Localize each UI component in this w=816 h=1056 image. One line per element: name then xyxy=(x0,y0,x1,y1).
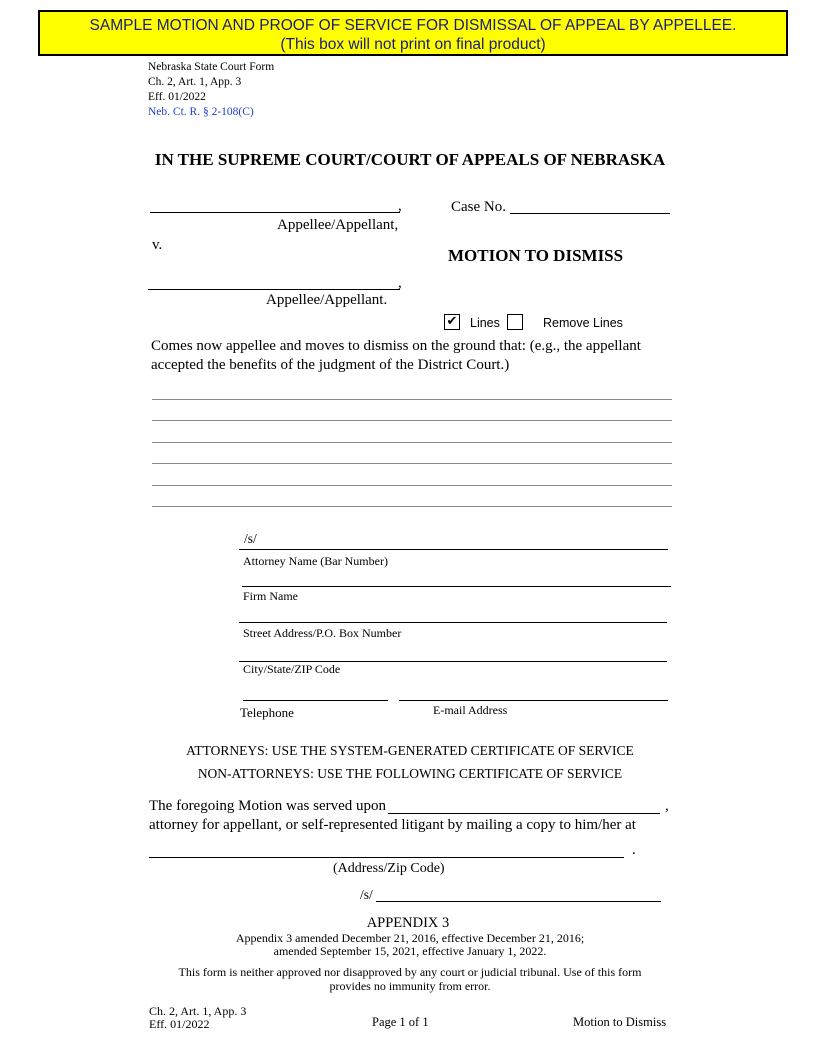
appendix-title: APPENDIX 3 xyxy=(366,915,450,931)
case-no-field[interactable] xyxy=(510,213,670,214)
remove-lines-checkbox-label: Remove Lines xyxy=(543,316,623,330)
attorney-name-label: Attorney Name (Bar Number) xyxy=(243,554,388,568)
party2-comma: , xyxy=(398,275,402,291)
street-address-field[interactable] xyxy=(239,622,667,623)
disclaimer xyxy=(0,965,816,993)
form-header-line-1: Nebraska State Court Form xyxy=(148,61,275,73)
service-address-period: . xyxy=(632,842,636,858)
motion-body-line-2: accepted the benefits of the judgment of the District Court.) xyxy=(151,357,510,373)
street-address-label: Street Address/P.O. Box Number xyxy=(243,626,402,640)
page-number: Page 1 of 1 xyxy=(372,1015,429,1029)
lines-checkbox[interactable]: ✔ xyxy=(444,314,460,330)
address-zip-label: (Address/Zip Code) xyxy=(333,861,445,876)
city-state-zip-label: City/State/ZIP Code xyxy=(243,662,341,676)
footer-form-name: Motion to Dismiss xyxy=(573,1015,667,1029)
served-comma: , xyxy=(665,798,669,814)
party1-role-label: Appellee/Appellant, xyxy=(277,217,399,233)
motion-body-text xyxy=(151,337,641,375)
served-upon-field[interactable] xyxy=(388,813,660,814)
telephone-field[interactable] xyxy=(243,700,388,701)
party1-name-field[interactable] xyxy=(150,212,400,213)
signature-s-mark: /s/ xyxy=(244,531,257,546)
court-rule-link[interactable]: Neb. Ct. R. § 2-108(C) xyxy=(148,106,254,118)
appendix-amendment-2: amended September 15, 2021, effective January 1, 2022. xyxy=(273,944,547,958)
telephone-label: Telephone xyxy=(240,705,294,720)
served-line-2: attorney for appellant, or self-represented litigant by mailing a copy to him/her at xyxy=(149,817,636,833)
form-header-line-3: Eff. 01/2022 xyxy=(148,91,206,103)
appendix-amendments xyxy=(0,932,816,958)
court-title: IN THE SUPREME COURT/COURT OF APPEALS OF NEBRASKA xyxy=(154,150,666,169)
writing-line[interactable] xyxy=(152,485,672,486)
disclaimer-line-2: provides no immunity from error. xyxy=(329,979,491,993)
firm-name-field[interactable] xyxy=(242,586,671,587)
firm-name-label: Firm Name xyxy=(243,589,298,603)
writing-line[interactable] xyxy=(152,506,672,507)
attorney-name-field[interactable] xyxy=(239,549,668,550)
versus-label: v. xyxy=(152,237,163,253)
served-upon-text: The foregoing Motion was served upon xyxy=(149,798,387,814)
banner-line-1: SAMPLE MOTION AND PROOF OF SERVICE FOR DISMISSAL OF APPEAL BY APPELLEE. xyxy=(89,17,737,34)
email-label: E-mail Address xyxy=(433,703,508,717)
email-field[interactable] xyxy=(399,700,668,701)
sample-banner xyxy=(38,10,788,56)
party2-role-label: Appellee/Appellant. xyxy=(266,292,388,308)
motion-title: MOTION TO DISMISS xyxy=(448,246,624,265)
writing-line[interactable] xyxy=(152,442,672,443)
writing-line[interactable] xyxy=(152,463,672,464)
certificate-signature-field[interactable] xyxy=(376,901,661,902)
writing-line[interactable] xyxy=(152,399,672,400)
form-header xyxy=(148,60,274,120)
footer-line-2: Eff. 01/2022 xyxy=(149,1017,210,1031)
motion-body-line-1: Comes now appellee and moves to dismiss on the ground that: (e.g., the appellant xyxy=(151,338,641,354)
disclaimer-line-1: This form is neither approved nor disapproved by any court or judicial tribunal. Use of this form xyxy=(178,965,642,979)
banner-line-2: (This box will not print on final product) xyxy=(280,36,546,53)
certificate-s-mark: /s/ xyxy=(360,887,373,902)
party1-comma: , xyxy=(398,198,402,214)
lines-checkbox-label: Lines xyxy=(470,316,500,330)
footer-line-1: Ch. 2, Art. 1, App. 3 xyxy=(149,1004,247,1018)
service-address-field[interactable] xyxy=(149,857,624,858)
writing-line[interactable] xyxy=(152,420,672,421)
case-no-label: Case No. xyxy=(451,199,506,215)
appendix-amendment-1: Appendix 3 amended December 21, 2016, effective December 21, 2016; xyxy=(235,931,585,945)
non-attorneys-certificate-note: NON-ATTORNEYS: USE THE FOLLOWING CERTIFICATE OF SERVICE xyxy=(197,766,623,781)
footer-form-id xyxy=(149,1005,246,1031)
remove-lines-checkbox[interactable] xyxy=(507,314,523,330)
party2-name-field[interactable] xyxy=(148,289,400,290)
attorneys-certificate-note: ATTORNEYS: USE THE SYSTEM-GENERATED CERTIFICATE OF SERVICE xyxy=(186,743,634,758)
form-header-line-2: Ch. 2, Art. 1, App. 3 xyxy=(148,76,242,88)
